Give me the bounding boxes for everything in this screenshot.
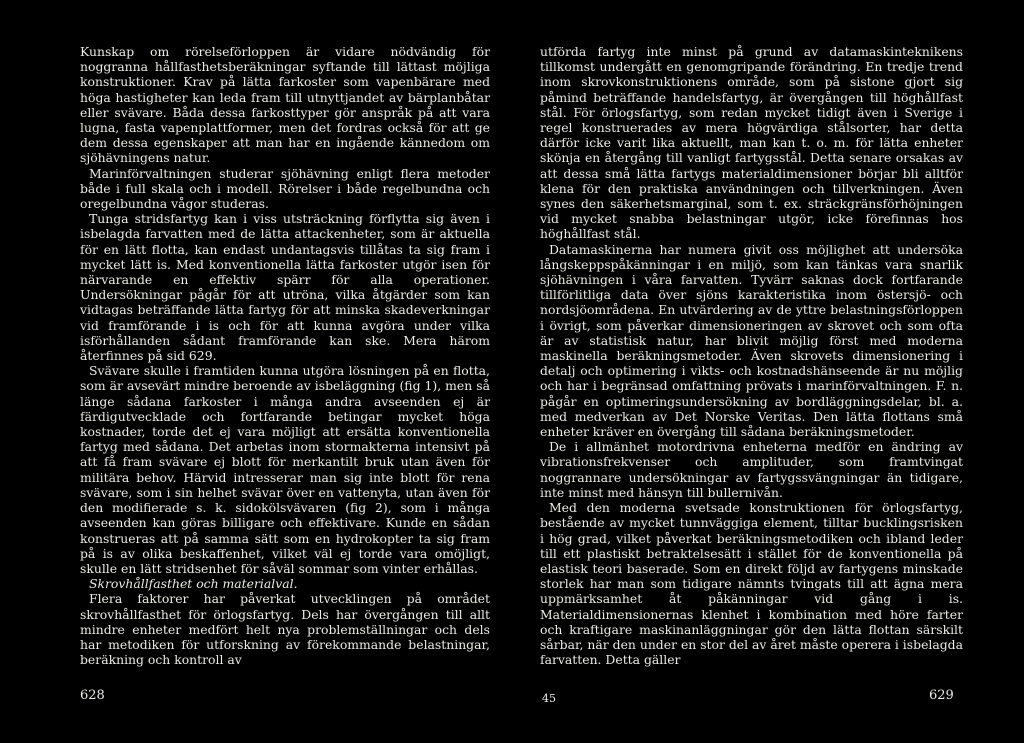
paragraph: Datamaskinerna har numera givit oss möjlighet att undersöka långskeppspåkänningar i en miljö, som kan tänkas vara snarlik sjöhävningen i våra farvatten. Tyvärr saknas dock fortfarande tillförlitliga data över sjöns karakteristika inom östersjö- och nordsjöområdena. En utvärdering av de yttre belastningsförloppen i övrigt, som påverkar dimensioneringen av skrovet och som ofta är av statistisk natur, har blivit möjlig först med moderna maskinella beräkningsmetoder. Även skrovets dimensionering i detalj och optimering i vikts- och kostnadshänseende är nu möjlig och har i begränsad omfattning prövats i marinförvaltningen. F. n. pågår en optimeringsundersökning av bordläggningsdelar, bl. a. med medverkan av Det Norske Veritas. Den lätta flottans små enheter kräver en övergång till sådana beräkningsmetoder. <box>540 241 963 440</box>
paragraph: utförda fartyg inte minst på grund av datamaskinteknikens tillkomst undergått en genomgripande förändring. En tredje trend inom skrovkonstruktionens område, som på sistone gjort sig påmind beträffande handelsfartyg, är övergången till höghållfast stål. För örlogsfartyg, som redan mycket tidigt även i Sverige i regel konstruerades av mera högvärdiga stålsorter, har detta därför icke varit lika aktuellt, man kan t. o. m. för lätta enheter skönja en återgång till vanligt fartygsstål. Detta senare orsakas av att dessa små lätta fartygs materialdimensioner börjar bli alltför klena för den praktiska användningen och tillverkningen. Även synes den säkerhetsmarginal, som t. ex. sträckgränsförhöjningen vid mycket snabba belastningar utgör, icke förefinnas hos höghållfast stål. <box>540 44 963 242</box>
page-number: 629 <box>929 688 954 703</box>
right-page <box>512 0 1024 743</box>
paragraph: De i allmänhet motordrivna enheterna medför en ändring av vibrationsfrekvenser och amplituder, som framtvingat noggrannare undersökningar av fartygssvängningar än tidigare, inte minst med hänsyn till bullernivån. <box>540 439 963 500</box>
paragraph: Marinförvaltningen studerar sjöhävning enligt flera metoder både i full skala och i modell. Rörelser i både regelbundna och oregelbundna vågor studeras. <box>80 165 490 212</box>
signature-mark: 45 <box>542 692 556 705</box>
paragraph: Med den moderna svetsade konstruktionen för örlogsfartyg, bestående av mycket tunnväggiga element, tilltar bucklingsrisken i hög grad, vilket påverkat beräkningsmetodiken och ibland leder till ett plastiskt betraktelsesätt i stället för de konventionella på elastisk teori baserade. Som en direkt följd av fartygens minskade storlek har man som tidigare nämnts tvingats till att ägna mera uppmärksamhet åt påkänningar vid gång i is. Materialdimensionernas klenhet i kombination med höre farter och kraftigare maskinanläggningar gör den lätta flottan särskilt sårbar, när den under en stor del av året måste operera i isbelagda farvatten. Detta gäller <box>540 500 963 668</box>
paragraph: Kunskap om rörelseförloppen är vidare nödvändig för noggranna hållfasthetsberäkningar syftande till lättast möjliga konstruktioner. Krav på lätta farkoster som vapenbärare med höga hastigheter kan leda fram till utnyttjandet av bärplanbåtar eller svävare. Båda dessa farkosttyper gör anspråk på att vara lugna, fasta vapenplattformer, men det fordras också för att ge dem dessa egenskaper att man har en ingående kännedom om sjöhävningens natur. <box>80 44 490 166</box>
paragraph: Tunga stridsfartyg kan i viss utsträckning förflytta sig även i isbelagda farvatten med de lätta attackenheter, som är aktuella för en lätt flotta, kan endast undantagsvis tillåtas ta sig fram i mycket lätt is. Med konventionella lätta farkoster utgör isen för närvarande en effektiv spärr för alla operationer. Undersökningar pågår för att utröna, vilka åtgärder som kan vidtagas beträffande lätta fartyg för att minska skadeverkningar vid framförande i is och för att kunna avgöra under vilka isförhållanden sådant framförande kan ske. Mera härom återfinnes på sid 629. <box>80 211 490 364</box>
page-number: 628 <box>80 688 105 703</box>
paragraph: Svävare skulle i framtiden kunna utgöra lösningen på en flotta, som är avsevärt mindre beroende av isbeläggning (fig 1), men så länge sådana farkoster i många andra avseenden ej är färdigutvecklade och fortfarande betingar mycket höga kostnader, torde det ej vara möjligt att ersätta konventionella fartyg med sådana. Det arbetas inom stormakterna intensivt på att få fram svävare ej blott för merkantilt bruk utan även för militära behov. Härvid intresserar man sig inte blott för rena svävare, som i sin helhet svävar över en vattenyta, utan även för den modifierade s. k. sidokölsvävaren (fig 2), som i många avseenden kan göras billigare och effektivare. Kunde en sådan konstrueras att på samma sätt som en hydrokopter ta sig fram på is av olika beskaffenhet, vilket väl ej torde vara omöjligt, skulle en lätt stridsenhet för såväl sommar som vinter erhållas. <box>80 363 490 576</box>
left-text-column <box>80 44 490 667</box>
paragraph: Flera faktorer har påverkat utvecklingen på området skrovhållfasthet för örlogsfartyg. Dels har övergången till allt mindre enheter medfört helt nya problemställningar och dels har metodiken för utforskning av förekommande belastningar, beräkning och kontroll av <box>80 591 490 668</box>
section-heading: Skrovhållfasthet och materialval. <box>89 576 298 592</box>
right-text-column <box>540 44 963 667</box>
